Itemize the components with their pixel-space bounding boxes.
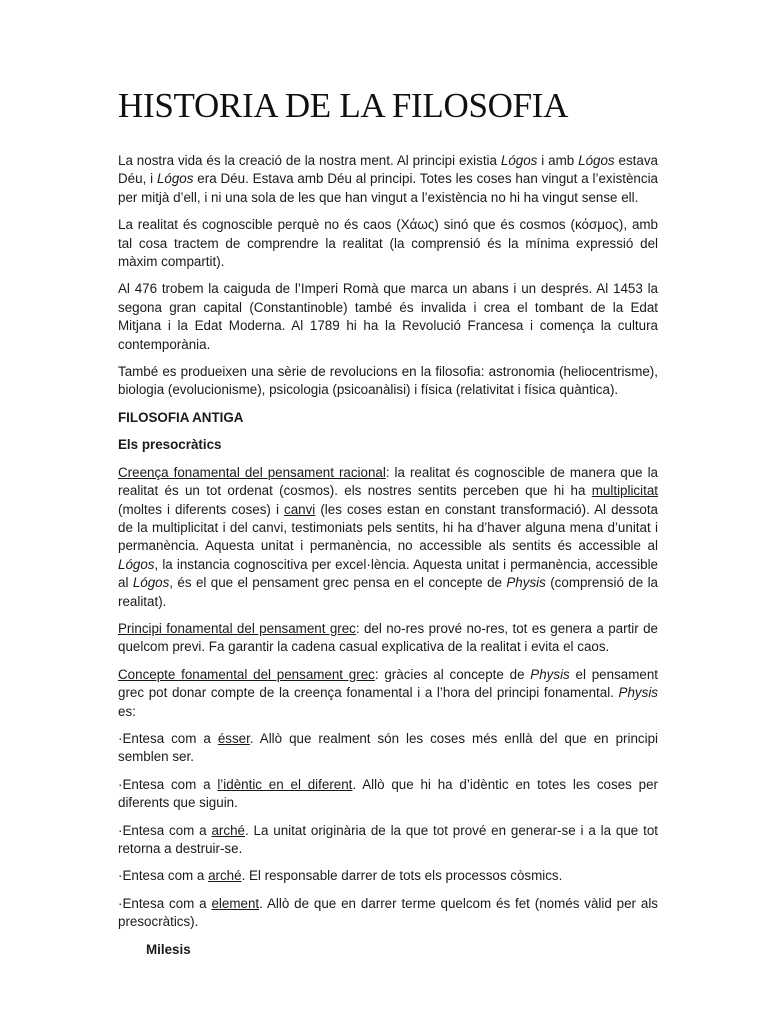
text: La nostra vida és la creació de la nostra ment. Al principi existia <box>118 153 501 168</box>
underlined-term: element <box>211 895 260 911</box>
bullet-item <box>118 776 658 813</box>
bullet-item <box>118 895 658 932</box>
text: . La unitat originària de la que tot prové en generar-se i a la que tot retorna a destruir-se. <box>118 822 658 856</box>
text: : gràcies al concepte de <box>374 666 531 682</box>
paragraph-historia: Al 476 trobem la caiguda de l’Imperi Romà que marca un abans i un després. Al 1453 la segona gran capital (Constantinoble) també és invalida i crea el tombant de la Edat Mitjana i la Edat Moderna. Al 1789 hi ha la Revolució Francesa i comença la cultura contemporània. <box>118 281 658 352</box>
text: . Allò que realment són les coses més enllà del que en principi semblen ser. <box>118 730 658 765</box>
page-title: HISTORIA DE LA FILOSOFIA <box>118 86 569 125</box>
italic-term: Lógos <box>132 575 170 591</box>
section-heading-filosofia-antiga: FILOSOFIA ANTIGA <box>118 409 244 425</box>
underlined-term: canvi <box>284 501 316 517</box>
italic-term: Lógos <box>500 153 538 168</box>
text: . Allò que hi ha d’idèntic en totes les coses per diferents que siguin. <box>118 776 658 811</box>
text: es: <box>118 703 136 719</box>
underlined-term: arché <box>211 822 245 838</box>
underlined-term: arché <box>208 868 242 884</box>
text: , és el que el pensament grec pensa en el concepte de <box>169 575 507 591</box>
italic-term: Physis <box>618 685 658 701</box>
text: (comprensió de la realitat). <box>118 575 658 609</box>
bullet-item <box>118 867 658 885</box>
underlined-term: Creença fonamental del pensament racional <box>118 464 386 480</box>
underlined-term: Concepte fonamental del pensament grec <box>118 666 375 682</box>
paragraph-intro <box>118 152 658 207</box>
bullet-item <box>118 822 658 859</box>
text: ·Entesa com a <box>118 868 209 884</box>
paragraph-revolucions: També es produeixen una sèrie de revolucions en la filosofia: astronomia (heliocentrisme), biologia (evolucionisme), psicologia (psicoanàlisi) i física (relativitat i física quàntica). <box>118 364 658 398</box>
underlined-term: ésser <box>217 730 250 746</box>
text: estava Déu, i <box>118 153 658 187</box>
text: ·Entesa com a <box>118 776 218 792</box>
italic-term: Physis <box>530 666 570 682</box>
italic-term: Lógos <box>578 153 615 168</box>
text: ·Entesa com a <box>118 822 212 838</box>
italic-term: Lógos <box>118 556 155 572</box>
underlined-term: l’idèntic en el diferent <box>217 776 353 792</box>
paragraph-creenca <box>118 464 658 611</box>
italic-term: Physis <box>506 575 546 591</box>
subsection-heading-presocratics: Els presocràtics <box>118 437 222 453</box>
text: : la realitat és cognoscible de manera que la realitat és un tot ordenat (cosmos). els nostres sentits perceben que hi ha <box>118 464 658 499</box>
italic-term: Lógos <box>156 171 194 187</box>
bullet-item <box>118 730 658 767</box>
text: ·Entesa com a <box>118 895 212 911</box>
text: era Déu. Estava amb Déu al principi. Totes les coses han vingut a l’existència per mitjà d’ell, i ni una sola de les que han vingut a l’existència no hi ha vingut sense ell. <box>118 171 658 205</box>
underlined-term: multiplicitat <box>591 483 658 499</box>
underlined-term: Principi fonamental del pensament grec <box>118 620 356 636</box>
text: . Allò de que en darrer terme quelcom és fet (només vàlid per als presocràtics). <box>118 895 658 930</box>
paragraph-realitat: La realitat és cognoscible perquè no és caos (Χάως) sinó que és cosmos (κόσμος), amb tal cosa tractem de comprendre la realitat (la comprensió és la mínima expressió del màxim compartit). <box>118 217 658 270</box>
text: (les coses estan en constant transformació). Al dessota de la multiplicitat i del canvi, testimoniats pels sentits, hi ha d’haver alguna mena d’unitat i permanència. Aquesta unitat i permanència, no accessible als sentits és accessible al <box>118 501 658 554</box>
paragraph-concepte <box>118 666 658 721</box>
text: , la instancia cognoscitiva per excel·lència. Aquesta unitat i permanència, accessible al <box>118 556 658 591</box>
text: . El responsable darrer de tots els processos còsmics. <box>241 868 563 884</box>
text: ·Entesa com a <box>118 730 218 746</box>
text: i amb <box>537 153 579 168</box>
text: : del no-res prové no-res, tot es genera a partir de quelcom previ. Fa garantir la cadena casual explicativa de la realitat i evita el caos. <box>118 620 659 655</box>
text: el pensament grec pot donar compte de la creença fonamental i a l’hora del principi fonamental. <box>118 666 658 701</box>
subsection-heading-milesis: Milesis <box>146 941 191 957</box>
paragraph-principi <box>118 620 658 657</box>
text: (moltes i diferents coses) i <box>118 501 284 517</box>
